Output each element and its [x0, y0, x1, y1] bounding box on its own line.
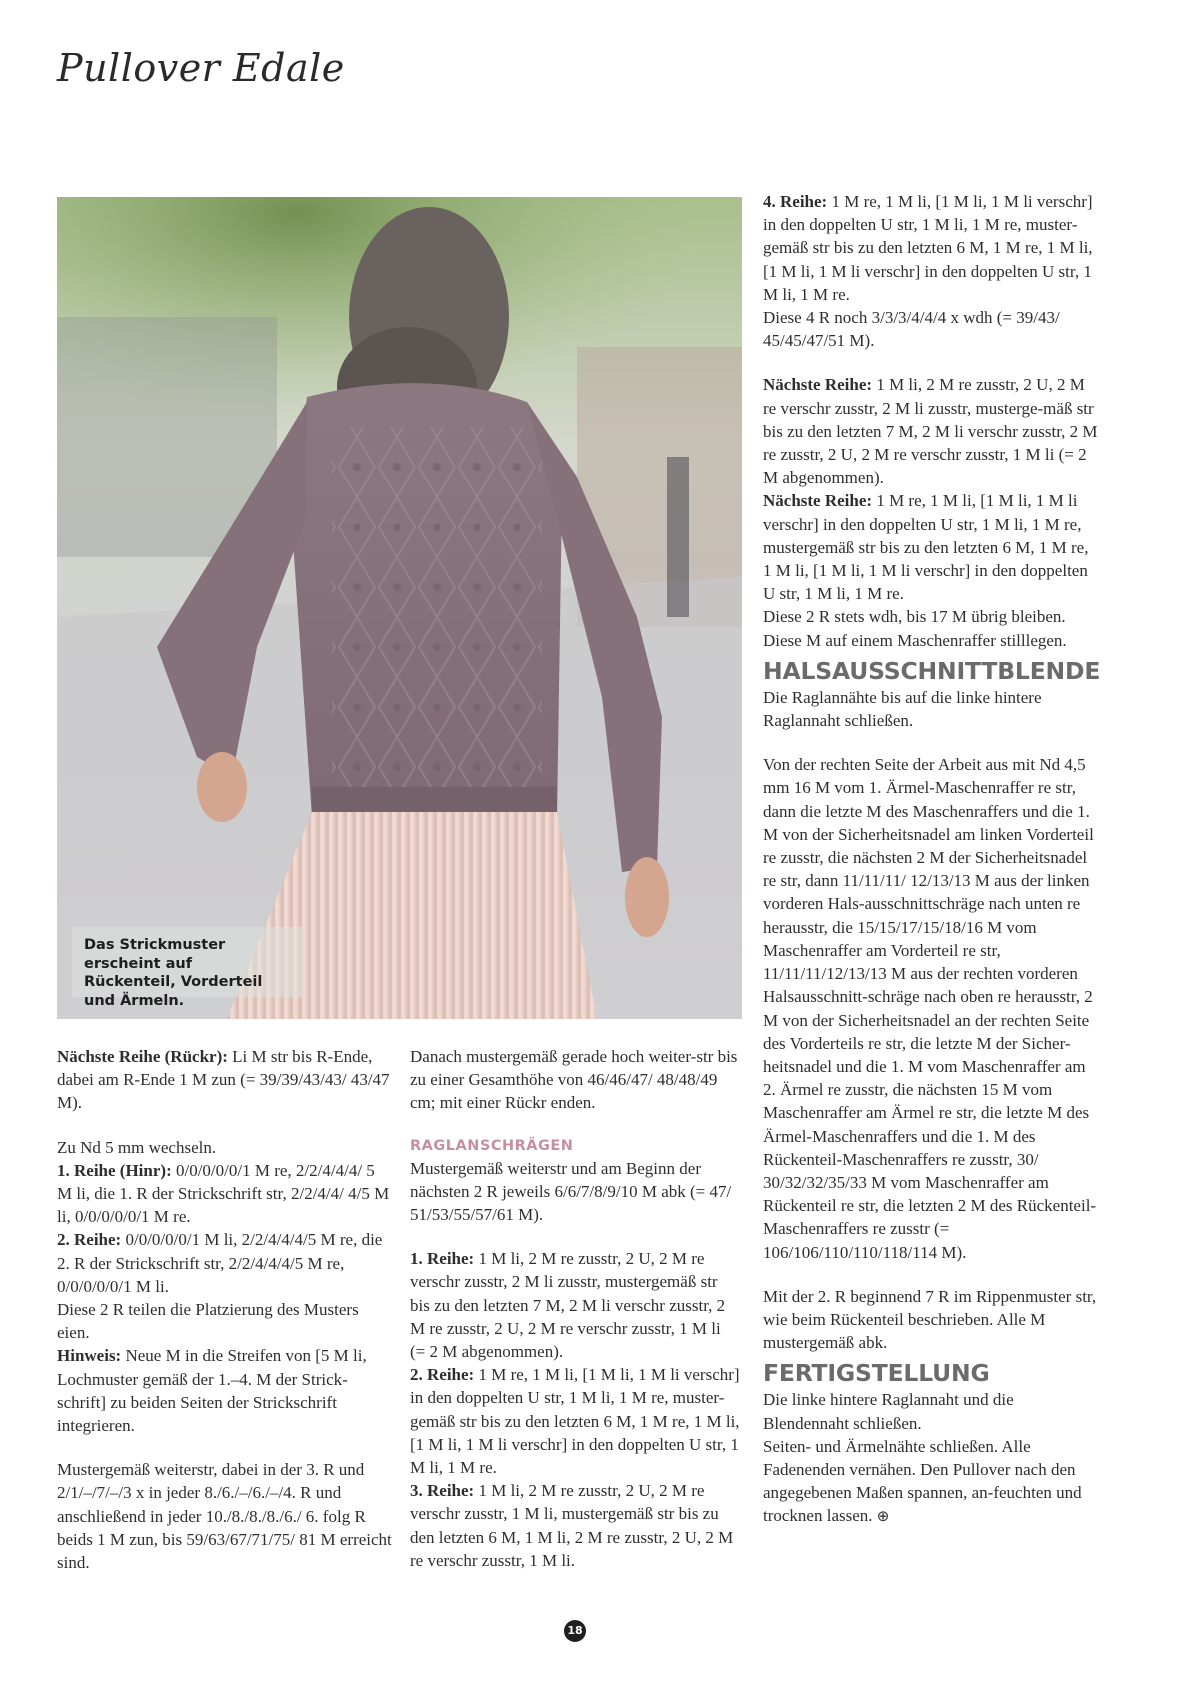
- row-label: Nächste Reihe (Rückr):: [57, 1047, 228, 1066]
- instructions-column-3: [763, 190, 1101, 1529]
- paragraph-row-2: [57, 1228, 392, 1298]
- row-label: 1. Reihe (Hinr):: [57, 1160, 172, 1180]
- row-text: 1 M li, 2 M re zusstr, 2 U, 2 M re verschr zusstr, 1 M li, mustergemäß str bis zu den letzten 6 M, 1 M li, 2 M re zusstr, 2 U, 2 M re verschr zusstr, 1 M li.: [410, 1481, 734, 1570]
- paragraph-next-row-1: [763, 373, 1098, 489]
- hint-text: Neue M in die Streifen von [5 M li, Lochmuster gemäß der 1.–4. M der Strick-schrift] zu beiden Seiten der Strickschrift integrieren.: [57, 1346, 367, 1436]
- row-label: Nächste Reihe:: [763, 375, 873, 395]
- paragraph-next-row-2: [763, 489, 1098, 605]
- finishing-text: Seiten- und Ärmelnähte schließen. Alle Fadenenden vernähen. Den Pullover nach den angegebenen Maßen spannen, an-feuchten und trocknen lassen.: [763, 1436, 1082, 1526]
- row-text: 0/0/0/0/0/1 M li, 2/2/4/4/4/5 M re, die 2. R der Strickschrift str, 2/2/4/4/4/5 M re, 0/0/0/0/0/1 M li.: [57, 1230, 383, 1296]
- paragraph-raglan-row-1: [410, 1247, 740, 1363]
- paragraph-row-note: Diese 2 R teilen die Platzierung des Musters eien.: [57, 1300, 359, 1343]
- paragraph-neckband-3: Mit der 2. R beginnend 7 R im Rippenmuster str, wie beim Rückenteil beschrieben. Alle M mustergemäß abk.: [763, 1286, 1097, 1353]
- row-label: 3. Reihe:: [410, 1481, 475, 1501]
- paragraph-straight: Danach mustergemäß gerade hoch weiter-str bis zu einer Gesamthöhe von 46/46/47/ 48/48/49 cm; mit einer Rückr enden.: [410, 1047, 738, 1113]
- row-text: Li M str bis R-Ende, dabei am R-Ende 1 M zun (= 39/39/43/43/ 43/47 M).: [57, 1047, 390, 1113]
- hint-label: Hinweis:: [57, 1346, 122, 1366]
- photo-caption: Das Strickmuster erscheint auf Rückenteil, Vorderteil und Ärmeln.: [84, 937, 263, 1009]
- paragraph-neckband-1: Die Raglannähte bis auf die linke hintere Raglannaht schließen.: [763, 687, 1042, 731]
- section-heading-finishing: FERTIGSTELLUNG: [763, 1359, 990, 1388]
- paragraph-raglan-row-4: [763, 190, 1098, 306]
- section-subheading-raglan: RAGLANSCHRÄGEN: [410, 1137, 574, 1154]
- row-label: 4. Reihe:: [763, 192, 828, 211]
- sweater-photo-illustration: [57, 197, 742, 1019]
- paragraph-increase: Mustergemäß weiterstr, dabei in der 3. R und 2/1/–/7/–/3 x in jeder 8./6./–/6./–/4. R und anschließend in jeder 10./8./8./8./6./ 6. folg R beids 1 M zun, bis 59/63/67/71/75/ 81 M erreicht sind.: [57, 1460, 392, 1573]
- section-heading-neckband: HALSAUSSCHNITTBLENDE: [763, 656, 1101, 685]
- paragraph-raglan-row-3: [410, 1479, 740, 1572]
- paragraph-neckband-2: Von der rechten Seite der Arbeit aus mit Nd 4,5 mm 16 M vom 1. Ärmel-Maschenraffer re str, dann die letzte M des Maschenraffers und die 1. M von der Sicherheitsnadel am linken Vorderteil re zusstr, die nächsten 2 M der Sicherheitsnadel re str, dann 11/11/11/ 12/13/13 M aus der linken vorderen Hals-ausschnittschräge nach unten re herausstr, die 15/15/17/15/18/16 M vom Maschenraffer am Vorderteil re str, 11/11/11/12/13/13 M aus der rechten vorderen Halsausschnitt-schräge nach oben re herausstr, 2 M von der Sicherheitsnadel an der rechten Seite des Vorderteils re str, die letzte M der Sicher-heitsnadel und die 1. M vom Maschenraffer am 2. Ärmel re zusstr, die nächsten 15 M vom Maschenraffer am Ärmel re str, die letzte M des Ärmel-Maschenraffers und die 1. M des Rückenteil-Maschenraffers re zusstr, 30/ 30/32/32/35/33 M vom Maschenraffer am Rückenteil re str, die letzten 2 M des Rückenteil-Maschenraffers re zusstr (= 106/106/110/110/118/114 M).: [763, 755, 1097, 1262]
- paragraph-repeat-note: Diese 4 R noch 3/3/3/4/4/4 x wdh (= 39/43/ 45/45/47/51 M).: [763, 308, 1060, 351]
- paragraph-needle-change: Zu Nd 5 mm wechseln.: [57, 1137, 217, 1157]
- row-text: 1 M re, 1 M li, [1 M li, 1 M li verschr] in den doppelten U str, 1 M li, 1 M re, mustergemäß str bis zu den letzten 6 M, 1 M re, 1 M li, [1 M li, 1 M li verschr] in den doppelten U str, 1 M li, 1 M re.: [763, 491, 1089, 604]
- paragraph-raglan-intro: Mustergemäß weiterstr und am Beginn der nächsten 2 R jeweils 6/6/7/8/9/10 M abk (= 47/ 51/53/55/57/61 M).: [410, 1158, 732, 1225]
- row-label: 2. Reihe:: [57, 1230, 122, 1250]
- page-title: Pullover Edale: [57, 46, 345, 90]
- row-text: 1 M re, 1 M li, [1 M li, 1 M li verschr] in den doppelten U str, 1 M li, 1 M re, muster-gemäß str bis zu den letzten 6 M, 1 M re, 1 M li, [1 M li, 1 M li verschr] in den doppelten U str, 1 M li, 1 M re.: [410, 1365, 740, 1478]
- page-number: 18: [564, 1620, 586, 1642]
- paragraph-repeat-until: Diese 2 R stets wdh, bis 17 M übrig bleiben. Diese M auf einem Maschenraffer stilllegen.: [763, 607, 1067, 650]
- row-text: 0/0/0/0/0/1 M re, 2/2/4/4/4/ 5 M li, die 1. R der Strickschrift str, 2/2/4/4/ 4/5 M li, 0/0/0/0/0/1 M re.: [57, 1160, 390, 1227]
- paragraph-hint: [57, 1344, 392, 1437]
- instructions-column-1: [57, 1045, 392, 1574]
- paragraph-finishing-1: Die linke hintere Raglannaht und die Blendennaht schließen.: [763, 1390, 1014, 1433]
- row-text: 1 M li, 2 M re zusstr, 2 U, 2 M re verschr zusstr, 2 M li zusstr, musterge-mäß str bis zu den letzten 7 M, 2 M li verschr zusstr, 2 M re zusstr, 2 U, 2 M re verschr zusstr, 1 M li (= 2 M abgenommen).: [763, 375, 1098, 488]
- instructions-column-2: [410, 1045, 740, 1572]
- paragraph-finishing-2: [763, 1435, 1098, 1529]
- paragraph-raglan-row-2: [410, 1363, 740, 1479]
- end-mark-icon: ⊕: [876, 1507, 890, 1526]
- row-label: 2. Reihe:: [410, 1365, 475, 1385]
- paragraph-row-1: [57, 1159, 392, 1229]
- row-label: Nächste Reihe:: [763, 491, 873, 511]
- row-label: 1. Reihe:: [410, 1249, 475, 1269]
- row-text: 1 M li, 2 M re zusstr, 2 U, 2 M re verschr zusstr, 2 M li zusstr, mustergemäß str bis zu den letzten 7 M, 2 M li verschr zusstr, 2 M re zusstr, 2 U, 2 M re verschr zusstr, 1 M li (= 2 M abgenommen).: [410, 1249, 726, 1362]
- sweater-photo: [57, 197, 742, 1019]
- paragraph-next-row-back: [57, 1045, 392, 1115]
- row-text: 1 M re, 1 M li, [1 M li, 1 M li verschr] in den doppelten U str, 1 M li, 1 M re, muster-gemäß str bis zu den letzten 6 M, 1 M re, 1 M li, [1 M li, 1 M li verschr] in den doppelten U str, 1 M li, 1 M re.: [763, 192, 1093, 304]
